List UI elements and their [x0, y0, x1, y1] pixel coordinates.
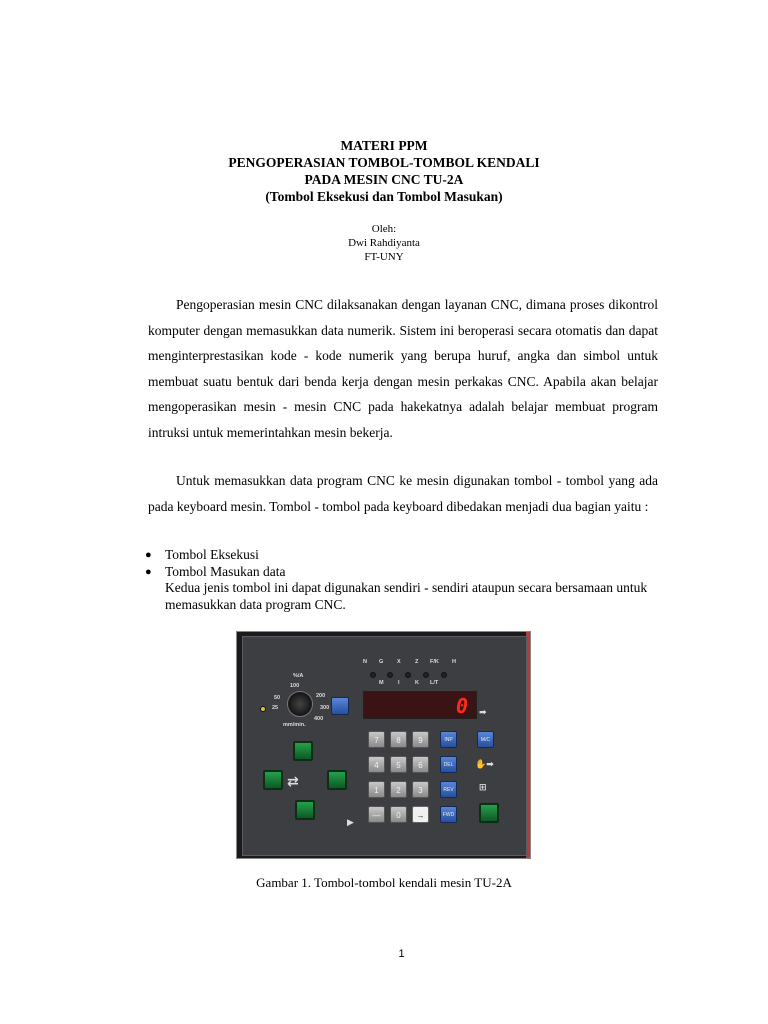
control-panel-photo: [236, 631, 531, 859]
knob-scale-label: 300: [320, 705, 330, 711]
keypad-key: 2: [390, 781, 407, 798]
knob-scale-label: 400: [314, 716, 324, 722]
knob-scale-label: 50: [274, 695, 281, 701]
knob-title: %/A: [293, 673, 304, 679]
bullet-list: [145, 547, 668, 613]
del-key: DEL: [440, 756, 457, 773]
rev-key: REV: [440, 781, 457, 798]
keypad-key: 1: [368, 781, 385, 798]
panel-label: X: [397, 659, 401, 665]
start-key: [479, 803, 499, 823]
control-panel: [242, 636, 527, 856]
panel-label: G: [379, 659, 384, 665]
author-block: [0, 222, 768, 264]
tool-icon: ▶: [347, 817, 354, 827]
author-affiliation: FT-UNY: [364, 251, 404, 263]
document-title: [0, 137, 768, 205]
list-item: [145, 547, 668, 564]
mc-key: M/C: [477, 731, 494, 748]
author-by-label: Oleh:: [371, 223, 397, 235]
program-icon: ⊞: [479, 782, 487, 792]
keypad-key: →: [412, 806, 429, 823]
panel-label: L/T: [430, 680, 439, 686]
bullet-icon: ●: [145, 565, 152, 578]
jog-left-key: [263, 770, 283, 790]
keypad-key: 6: [412, 756, 429, 773]
bullet-note-item: [148, 580, 668, 613]
display-digit: 0: [455, 694, 468, 718]
title-line-3: PADA MESIN CNC TU-2A: [304, 172, 464, 187]
indicator-led: [423, 672, 429, 678]
power-led: [260, 706, 266, 712]
panel-label: F/K: [430, 659, 439, 665]
bullet-text: Tombol Eksekusi: [165, 547, 259, 562]
indicator-led: [370, 672, 376, 678]
keypad-key: 9: [412, 731, 429, 748]
paragraph-1: Pengoperasian mesin CNC dilaksanakan dengan layanan CNC, dimana proses dikontrol komputer dengan memasukkan data numerik. Sistem ini beroperasi secara otomatis dan dapat menginterprestasikan kode - kode numerik yang berupa huruf, angka dan simbol untuk membuat suatu bentuk dari benda kerja dengan mesin perkakas CNC. Apabila akan belajar mengoperasikan mesin - mesin CNC pada hakekatnya adalah belajar membuat program intruksi untuk memerintahkan mesin bekerja.: [148, 297, 658, 440]
list-item: [145, 563, 668, 581]
jog-right-key: [327, 770, 347, 790]
digital-display: [363, 691, 477, 719]
panel-label: N: [363, 659, 367, 665]
author-name: Dwi Rahdiyanta: [348, 237, 420, 249]
panel-label: M: [379, 680, 384, 686]
knob-scale-label: 100: [290, 683, 300, 689]
fwd-key: FWD: [440, 806, 457, 823]
panel-label: H: [452, 659, 456, 665]
panel-label: I: [398, 680, 400, 686]
title-line-2: PENGOPERASIAN TOMBOL-TOMBOL KENDALI: [228, 155, 540, 170]
keypad-key: 5: [390, 756, 407, 773]
title-line-1: MATERI PPM: [340, 138, 428, 153]
keypad-key: 0: [390, 806, 407, 823]
feed-rate-knob: [287, 691, 313, 717]
hand-arrow-icon: ✋➡: [475, 759, 494, 769]
knob-scale-label: 200: [316, 693, 326, 699]
jog-down-key: [295, 800, 315, 820]
panel-label: K: [415, 680, 419, 686]
indicator-led: [387, 672, 393, 678]
inp-key: INP: [440, 731, 457, 748]
arrow-right-icon: ➡: [479, 707, 487, 717]
keypad-key: 4: [368, 756, 385, 773]
keypad-key: —: [368, 806, 385, 823]
jog-up-key: [293, 741, 313, 761]
knob-scale-label: 25: [272, 705, 279, 711]
keypad-key: 3: [412, 781, 429, 798]
indicator-led: [441, 672, 447, 678]
keypad-key: 7: [368, 731, 385, 748]
bullet-text: Tombol Masukan data: [165, 563, 286, 579]
title-line-4: (Tombol Eksekusi dan Tombol Masukan): [265, 189, 503, 204]
panel-label: Z: [415, 659, 419, 665]
blue-key: [331, 697, 349, 715]
bullet-icon: ●: [145, 549, 152, 561]
paragraph-2: Untuk memasukkan data program CNC ke mesin digunakan tombol - tombol yang ada pada keyboard mesin. Tombol - tombol pada keyboard dibedakan menjadi dua bagian yaitu :: [148, 473, 658, 514]
keypad-key: 8: [390, 731, 407, 748]
page-number: 1: [398, 948, 405, 960]
knob-unit-label: mm/min.: [283, 722, 306, 728]
indicator-led: [405, 672, 411, 678]
axes-symbol-icon: ⇄: [287, 773, 299, 789]
bullet-note: Kedua jenis tombol ini dapat digunakan sendiri - sendiri ataupun secara bersamaan untuk memasukkan data program CNC.: [165, 580, 648, 612]
figure-caption: Gambar 1. Tombol-tombol kendali mesin TU-2A: [256, 875, 512, 890]
